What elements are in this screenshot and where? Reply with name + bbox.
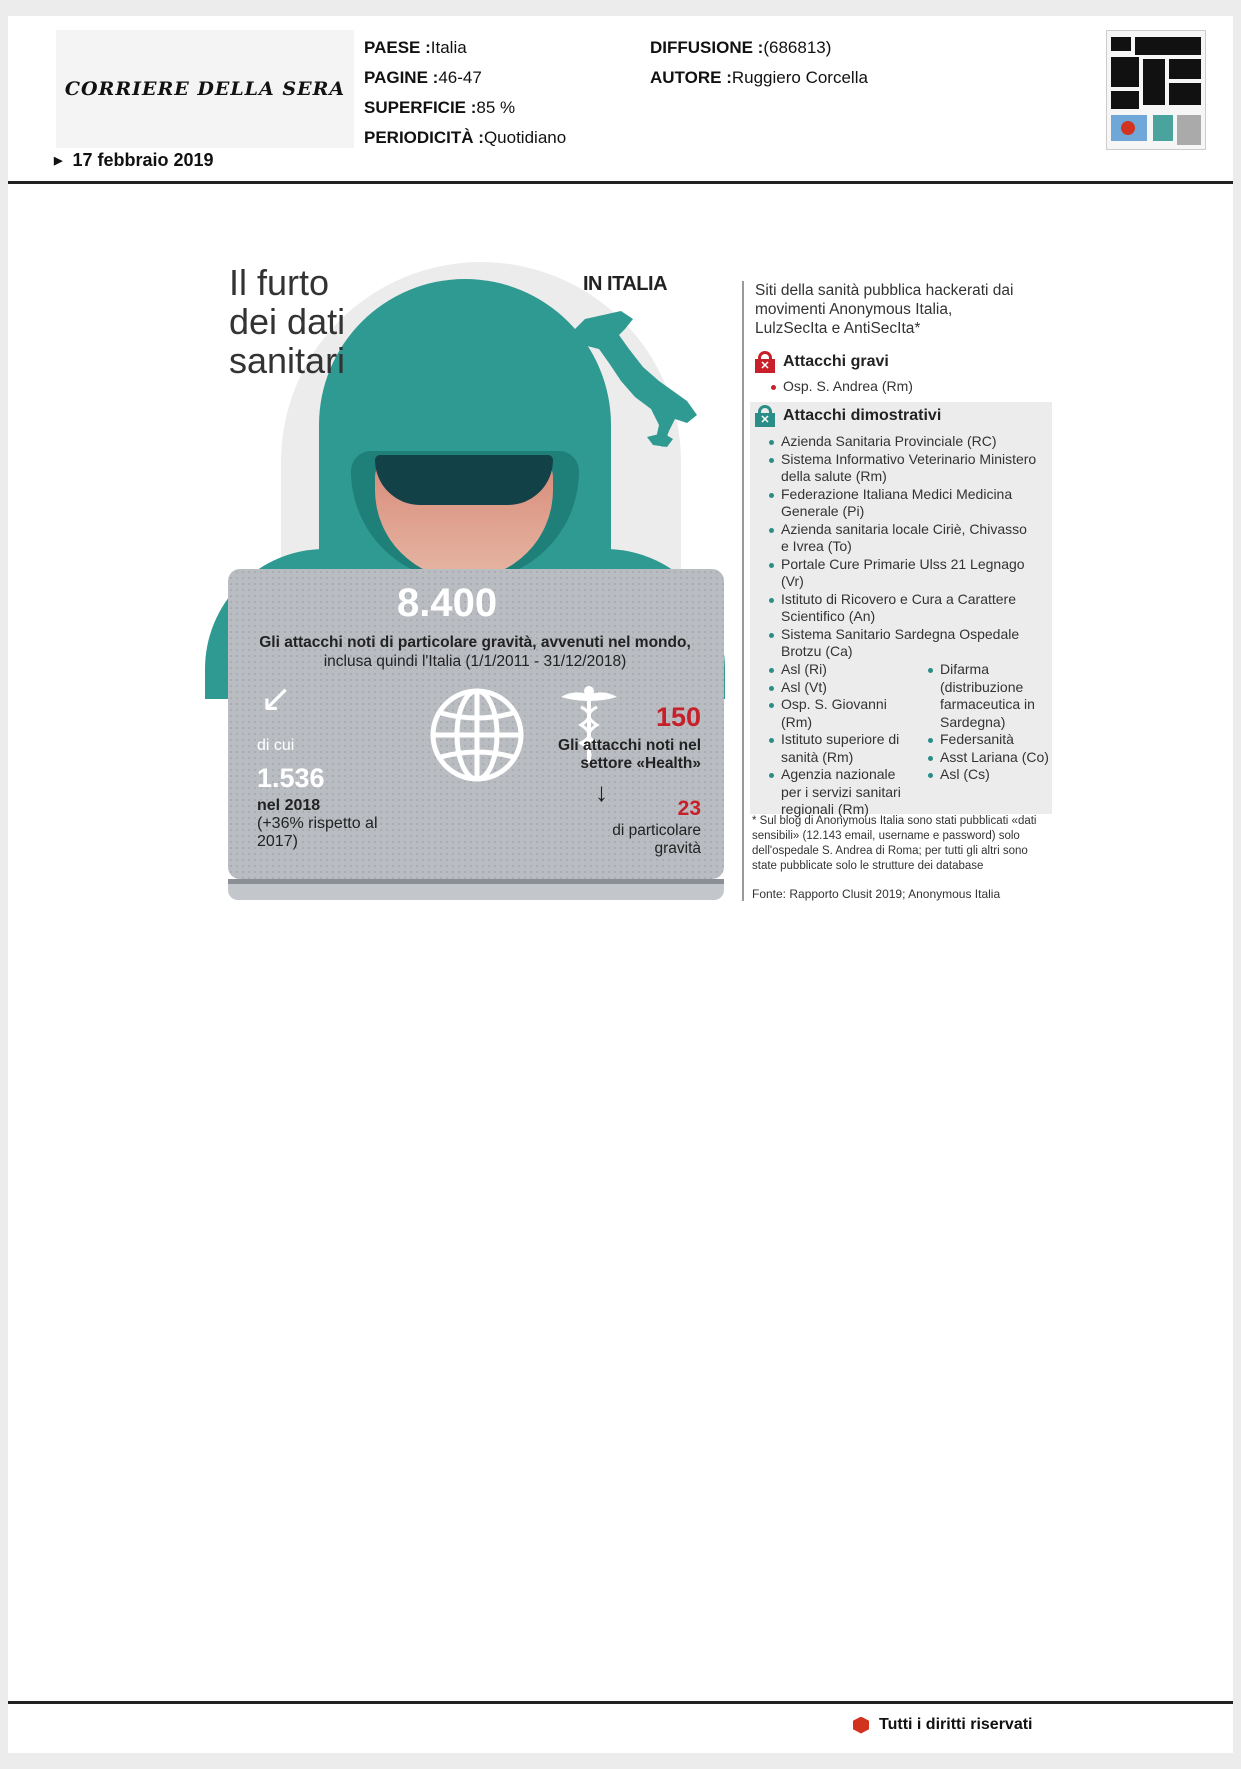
footer [853, 1716, 1033, 1734]
source-note: Fonte: Rapporto Clusit 2019; Anonymous Italia [752, 887, 1001, 901]
curved-arrow-small-icon: ↓ [595, 777, 608, 807]
demo-list-main [768, 433, 1038, 661]
italia-intro: Siti della sanità pubblica hackerati dai movimenti Anonymous Italia, LulzSecIta e AntiSecIta* [755, 282, 1014, 337]
laptop-base [228, 884, 724, 900]
infographic [205, 229, 1055, 909]
total-attacks-caption: Gli attacchi noti di particolare gravità, avvenuti nel mondo, inclusa quindi l'Italia (1/1/2011 - 31/12/2018) [259, 634, 691, 670]
attacks-2018-value: 1.536 [257, 763, 325, 793]
health-severe-value: 23 [677, 797, 701, 820]
list-item: Osp. S. Andrea (Rm) [770, 378, 913, 396]
list-item: Asl (Ri) [768, 661, 918, 679]
lock-teal-icon: ✕ [755, 405, 775, 427]
health-attacks-caption: Gli attacchi noti nel settore «Health» [558, 737, 701, 772]
header-rule [8, 181, 1233, 184]
health-attacks-value: 150 [655, 702, 701, 732]
date-text: 17 febbraio 2019 [72, 150, 214, 170]
list-item: Sistema Sanitario Sardegna Ospedale Brotzu (Ca) [768, 626, 1038, 661]
italy-map [563, 305, 708, 465]
page-thumbnail [1106, 30, 1206, 150]
di-cui-label: di cui [257, 737, 295, 754]
infographic-title: Il furto dei dati sanitari [229, 262, 346, 381]
demo-list-right [927, 661, 1052, 784]
masthead-logo [56, 30, 354, 148]
list-item: Agenzia nazionale per i servizi sanitari regionali (Rm) [768, 766, 918, 819]
footnote: * Sul blog di Anonymous Italia sono stati pubblicati «dati sensibili» (12.143 email, username e password) solo dell'ospedale S. Andrea di Roma; per tutti gli altri sono state pubblicate solo le strutture dei database [752, 815, 1037, 872]
divider-line [742, 281, 744, 901]
total-attacks-value: 8.400 [397, 581, 498, 625]
attacchi-gravi-heading: ✕ Attacchi gravi [755, 351, 889, 373]
attacchi-dimostrativi-heading: ✕ Attacchi dimostrativi [755, 405, 941, 427]
list-item: Asst Lariana (Co) [927, 749, 1052, 767]
list-item: Portale Cure Primarie Ulss 21 Legnago (Vr) [768, 556, 1038, 591]
superficie-value: 85 % [476, 98, 516, 117]
metadata-left: PAESE :Italia PAGINE :46-47 SUPERFICIE :85 % PERIODICITÀ :Quotidiano [364, 38, 567, 147]
in-italia-heading: IN ITALIA [583, 273, 668, 295]
list-item: Asl (Cs) [927, 766, 1052, 784]
press-clipping-page [8, 16, 1233, 1753]
autore-value: Ruggiero Corcella [731, 68, 868, 87]
grave-item [770, 378, 913, 396]
list-item: Sistema Informativo Veterinario Ministero della salute (Rm) [768, 451, 1038, 486]
list-item: Istituto superiore di sanità (Rm) [768, 731, 918, 766]
list-item: Istituto di Ricovero e Cura a Carattere Scientifico (An) [768, 591, 1038, 626]
publisher-logo-icon [853, 1717, 869, 1734]
hacker-glasses [375, 455, 553, 505]
publication-date [54, 150, 214, 171]
footer-rule [8, 1701, 1233, 1704]
masthead-text: CORRIERE DELLA SERA [64, 78, 346, 100]
list-item: Federsanità [927, 731, 1052, 749]
rights-text: Tutti i diritti riservati [879, 1716, 1033, 1733]
periodicita-value: Quotidiano [483, 128, 567, 147]
list-item: Osp. S. Giovanni (Rm) [768, 696, 918, 731]
list-item: Azienda sanitaria locale Ciriè, Chivasso e Ivrea (To) [768, 521, 1038, 556]
curved-arrow-icon: ↙ [260, 678, 292, 720]
lock-red-icon: ✕ [755, 351, 775, 373]
triangle-bullet-icon: ▶ [54, 155, 63, 167]
attacks-2018-caption: nel 2018 (+36% rispetto al 2017) [257, 797, 378, 850]
paese-value: Italia [430, 38, 467, 57]
health-severe-caption: di particolare gravità [612, 822, 701, 857]
pagine-value: 46-47 [438, 68, 482, 87]
globe-icon [427, 685, 527, 785]
diffusione-value: (686813) [763, 38, 832, 57]
list-item: Difarma (distribuzione farmaceutica in Sardegna) [927, 661, 1052, 731]
demo-list-left [768, 661, 918, 819]
metadata-right: DIFFUSIONE :(686813) AUTORE :Ruggiero Corcella [650, 38, 868, 87]
list-item: Azienda Sanitaria Provinciale (RC) [768, 433, 1038, 451]
list-item: Federazione Italiana Medici Medicina Generale (Pi) [768, 486, 1038, 521]
list-item: Asl (Vt) [768, 679, 918, 697]
